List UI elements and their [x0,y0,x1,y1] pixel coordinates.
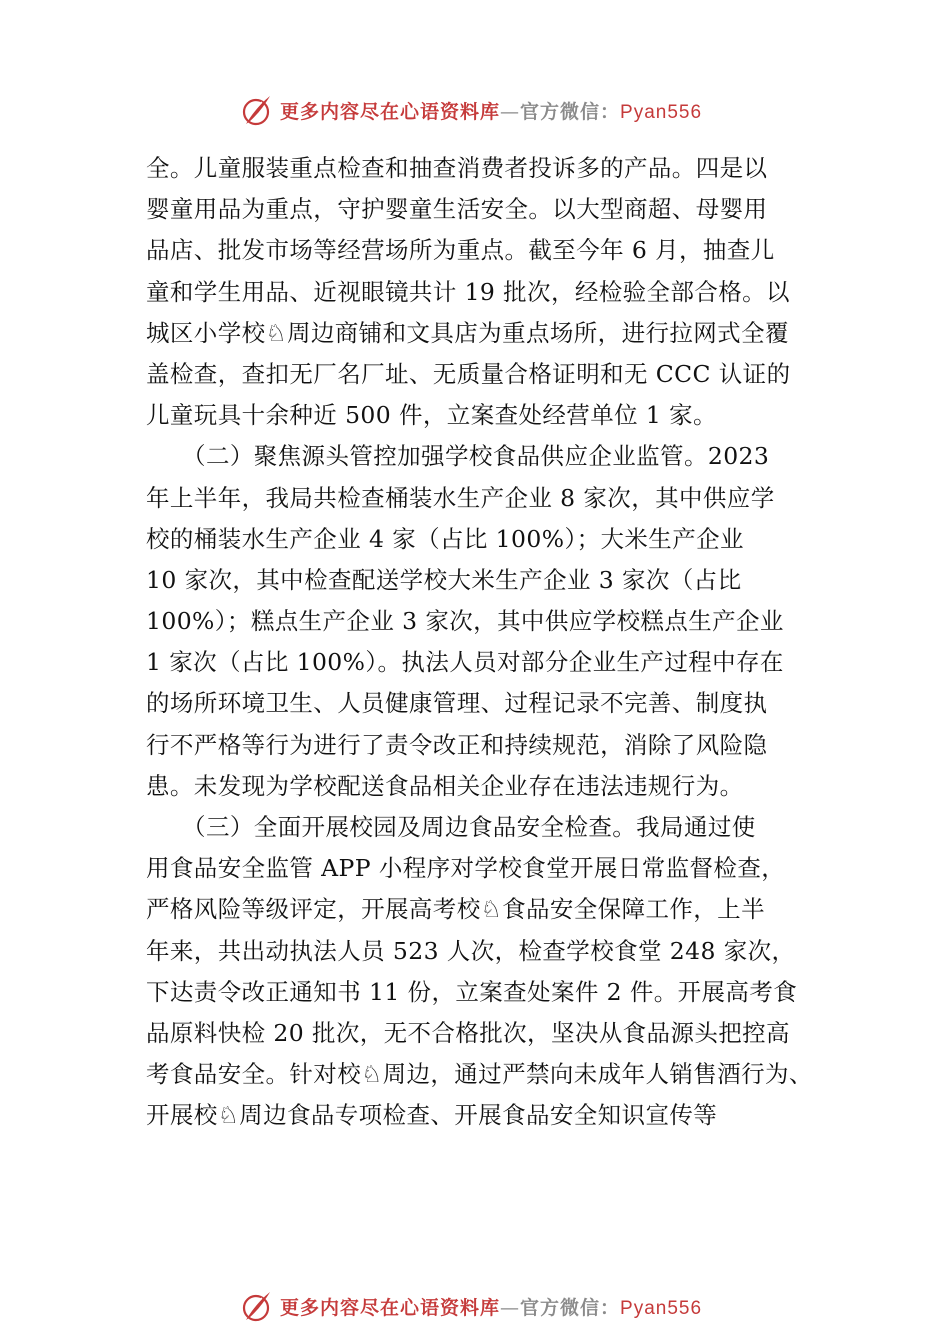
header-separator: — [500,101,521,123]
body-line: 年来，共出动执法人员 523 人次，检查学校食堂 248 家次， [146,936,796,965]
footer-banner [0,1288,950,1328]
body-line: 的场所环境卫生、人员健康管理、过程记录不完善、制度执 [146,689,768,718]
body-line: 全。儿童服装重点检查和抽查消费者投诉多的产品。四是以 [146,154,768,182]
body-line: 考食品安全。针对校♘周边，通过严禁向未成年人销售酒行为、 [146,1060,813,1089]
body-line: 品店、批发市场等经营场所为重点。截至今年 6 月，抽查儿 [146,236,775,265]
header-wechat-id: Pyan556 [620,102,703,123]
header-wechat-label: 官方微信： [520,101,621,123]
body-line: 盖检查，查扣无厂名厂址、无质量合格证明和无 CCC 认证的 [146,359,791,388]
body-line: 年上半年，我局共检查桶装水生产企业 8 家次，其中供应学 [146,483,775,512]
body-line: 品原料快检 20 批次，无不合格批次，坚决从食品源头把控高 [146,1018,790,1047]
body-line: 儿童玩具十余种近 500 件，立案查处经营单位 1 家。 [146,401,717,430]
body-line: 童和学生用品、近视眼镜共计 19 批次，经检验全部合格。以 [146,277,790,306]
body-line: 校的桶装水生产企业 4 家（占比 100%）；大米生产企业 [146,524,744,553]
body-line: 开展校♘周边食品专项检查、开展食品安全知识宣传等 [146,1101,718,1130]
body-line: 严格风险等级评定，开展高考校♘食品安全保障工作，上半 [146,895,765,924]
body-line: 行不严格等行为进行了责令改正和持续规范，消除了风险隐 [146,730,768,759]
section-heading-2: （二）聚焦源头管控加强学校食品供应企业监管。2023 [146,442,770,471]
footer-wechat-id: Pyan556 [620,1298,703,1319]
body-line: 用食品安全监管 APP 小程序对学校食堂开展日常监督检查， [146,854,786,883]
quill-pen-logo-icon [240,94,272,128]
body-line: 城区小学校♘周边商铺和文具店为重点场所，进行拉网式全覆 [146,318,789,347]
footer-separator: — [500,1297,521,1319]
body-line: 1 家次（占比 100%）。执法人员对部分企业生产过程中存在 [146,648,784,677]
body-line: 100%）；糕点生产企业 3 家次，其中供应学校糕点生产企业 [146,607,784,636]
body-line: 下达责令改正通知书 11 份，立案查处案件 2 件。开展高考食 [146,977,798,1006]
body-line: 患。未发现为学校配送食品相关企业存在违法违规行为。 [146,771,744,800]
body-line: 10 家次，其中检查配送学校大米生产企业 3 家次（占比 [146,565,742,594]
header-brand: 更多内容尽在心语资料库 [280,101,501,123]
footer-wechat-label: 官方微信： [520,1297,621,1319]
header-banner-text [280,100,702,125]
footer-banner-text [280,1296,702,1321]
section-heading-3: （三）全面开展校园及周边食品安全检查。我局通过使 [146,813,756,841]
footer-brand: 更多内容尽在心语资料库 [280,1297,501,1319]
body-line: 婴童用品为重点，守护婴童生活安全。以大型商超、母婴用 [146,195,768,224]
header-banner [0,92,950,132]
document-body [146,148,846,1137]
quill-pen-logo-icon [240,1290,272,1324]
